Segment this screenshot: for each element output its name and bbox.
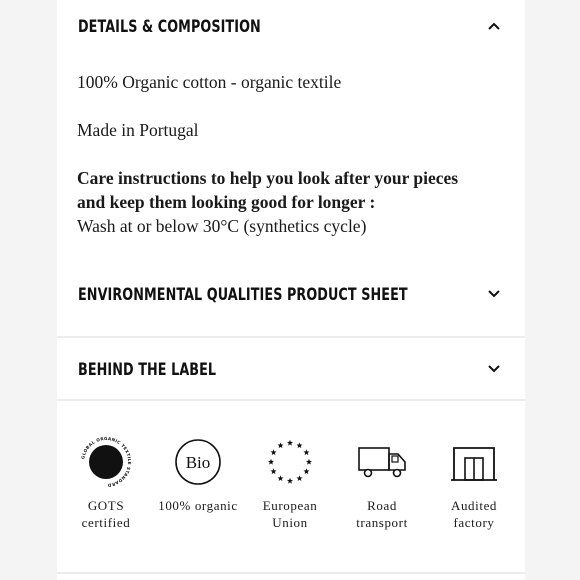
factory-icon <box>448 436 500 488</box>
gots-icon <box>80 436 132 488</box>
eu-star <box>277 442 283 448</box>
badge-eu-label: European Union <box>262 498 318 530</box>
badge-road-label: Road transport <box>356 498 408 530</box>
chevron-down-icon[interactable] <box>487 362 501 376</box>
chevron-down-icon[interactable] <box>487 287 501 301</box>
eu-star <box>277 475 283 481</box>
care-heading-line1: Care instructions to help you look after your pieces <box>77 168 459 188</box>
eu-star <box>306 459 312 465</box>
badge-road <box>336 436 428 531</box>
badge-gots-label: GOTS certified <box>81 498 131 530</box>
details-composition-title: DETAILS & COMPOSITION <box>78 16 261 36</box>
environmental-title: ENVIRONMENTAL QUALITIES PRODUCT SHEET <box>78 284 408 304</box>
eu-star <box>296 475 302 481</box>
truck-icon <box>356 436 408 488</box>
behind-label-title: BEHIND THE LABEL <box>78 359 217 379</box>
environmental-section <box>57 268 525 338</box>
badge-organic-label: 100% organic <box>158 498 238 513</box>
badge-factory-label: Audited factory <box>450 498 498 530</box>
environmental-header[interactable] <box>57 268 525 320</box>
eu-star <box>296 442 302 448</box>
badge-eu <box>244 436 336 531</box>
composition-text: 100% Organic cotton - organic textile <box>77 72 342 92</box>
eu-star <box>268 459 274 465</box>
product-info-panel <box>57 0 525 580</box>
behind-label-section <box>57 343 525 401</box>
care-text: Wash at or below 30°C (synthetics cycle) <box>77 216 367 236</box>
bottom-divider <box>57 572 525 574</box>
details-composition-section <box>57 0 525 238</box>
badge-gots <box>60 436 152 531</box>
section-divider <box>57 399 525 401</box>
label-badges <box>57 436 525 536</box>
eu-star <box>287 440 293 446</box>
eu-star <box>271 449 277 455</box>
bio-seal-text: Bio <box>185 453 211 472</box>
chevron-up-icon[interactable] <box>487 19 501 33</box>
details-composition-content <box>57 52 525 238</box>
eu-star <box>303 468 309 474</box>
eu-star <box>271 468 277 474</box>
bio-icon <box>172 436 224 488</box>
eu-star <box>303 449 309 455</box>
details-composition-header[interactable] <box>57 0 525 52</box>
eu-star <box>287 478 293 484</box>
eu-stars-icon <box>264 436 316 488</box>
care-heading-line2: and keep them looking good for longer : <box>77 192 376 212</box>
section-divider <box>57 336 525 338</box>
badge-factory <box>428 436 520 531</box>
behind-label-header[interactable] <box>57 343 525 395</box>
badge-organic <box>152 436 244 514</box>
gots-seal-text: GLOBAL ORGANIC TEXTILE STANDARD <box>80 436 132 488</box>
origin-text: Made in Portugal <box>77 120 199 140</box>
